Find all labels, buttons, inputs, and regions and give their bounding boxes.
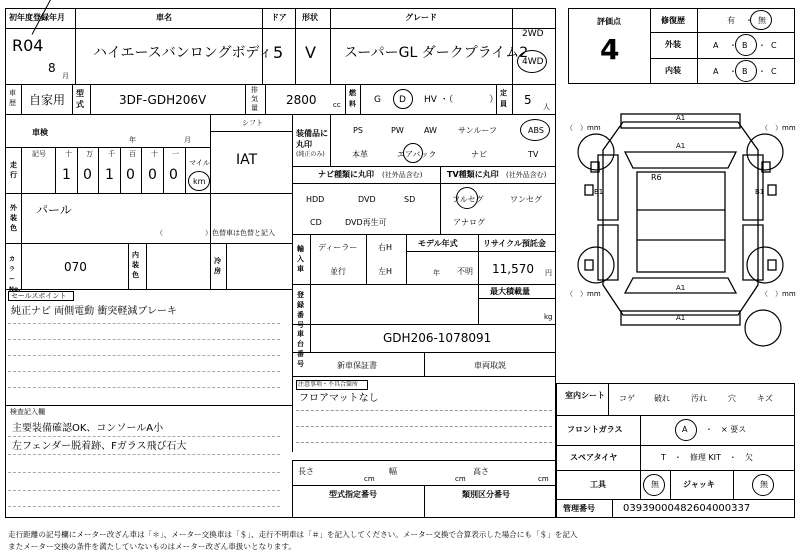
mileage-header-1: 十 bbox=[65, 150, 72, 158]
repair-none: 無 bbox=[758, 16, 766, 25]
shift-label: シフト bbox=[242, 119, 263, 127]
manual: 車両取説 bbox=[474, 361, 506, 370]
door-label: ドア bbox=[271, 13, 287, 22]
spare-tire-label: スペアタイヤ bbox=[570, 453, 618, 462]
mm-front-right: （ ）mm bbox=[761, 124, 796, 132]
inspector-line2: 左フェンダー脱着跡、Fガラス飛び石大 bbox=[12, 441, 187, 452]
mileage-header-6: 一 bbox=[172, 150, 179, 158]
repair-none-circle bbox=[750, 10, 772, 30]
score: 4 bbox=[600, 33, 620, 66]
inspection-year-unit: 年 bbox=[129, 136, 136, 144]
int-a: A bbox=[713, 67, 719, 76]
displacement: 2800 bbox=[286, 93, 317, 107]
recycle-amount: 11,570 bbox=[492, 262, 534, 276]
height-label: 高さ bbox=[473, 467, 489, 476]
model-year: 不明 bbox=[457, 267, 473, 276]
model-year-label: モデル年式 bbox=[418, 239, 458, 248]
equip-sunroof: サンルーフ bbox=[458, 126, 497, 135]
import-dealer: ディーラー bbox=[318, 243, 358, 252]
footer-line2: またメーター交換の条件を満たしていないものはメーター改ざん車扱いとなります。 bbox=[8, 542, 296, 551]
new-car-warranty: 新車保証書 bbox=[337, 361, 377, 370]
mgmt-no-label: 管理番号 bbox=[563, 504, 595, 513]
exterior-color: パール bbox=[36, 203, 72, 217]
grade: スーパーGL ダークプライム2 bbox=[344, 45, 529, 61]
color-note: （ ）色替車は色替と記入 bbox=[156, 229, 275, 237]
ext-b: B bbox=[742, 41, 748, 50]
notes-label: 注意事項・不具合箇所 bbox=[298, 381, 359, 388]
mileage-unit-mile: マイル bbox=[189, 159, 210, 167]
interior-color-label: 内装色 bbox=[132, 251, 139, 279]
equip-tv: TV bbox=[528, 150, 539, 159]
mileage-header-5: 十 bbox=[151, 150, 158, 158]
navi-dvd-play: DVD再生可 bbox=[345, 218, 387, 227]
notes: フロアマットなし bbox=[299, 393, 379, 404]
width-unit: cm bbox=[455, 475, 466, 483]
seat-tear: 破れ bbox=[654, 394, 670, 403]
damage-diagram bbox=[563, 100, 798, 370]
km-circle bbox=[188, 171, 210, 191]
body-shape: V bbox=[305, 43, 316, 62]
fuel-hv: HV ・（ ） bbox=[424, 95, 499, 105]
length-unit: cm bbox=[364, 475, 375, 483]
import-label: 輸入車 bbox=[297, 245, 304, 273]
abs-circle bbox=[520, 119, 550, 141]
score-label: 評価点 bbox=[597, 17, 621, 26]
equip-aw: AW bbox=[424, 126, 437, 135]
seat-label: 室内シート bbox=[565, 391, 605, 400]
seat-hole: 穴 bbox=[728, 394, 736, 403]
equip-pw: PW bbox=[391, 126, 404, 135]
capacity: 5 bbox=[524, 93, 532, 107]
ext-a: A bbox=[713, 41, 719, 50]
recycle-label: リサイクル預託金 bbox=[483, 239, 546, 248]
car-name-label: 車名 bbox=[156, 13, 172, 22]
mileage-header-3: 千 bbox=[108, 150, 115, 158]
recycle-unit: 円 bbox=[545, 269, 552, 277]
first-reg-label: 初年度登録年月 bbox=[9, 13, 65, 22]
mileage-header-0: 記号 bbox=[32, 150, 46, 158]
mm-rear-left: （ ）mm bbox=[566, 290, 601, 298]
airbag-circle bbox=[403, 143, 423, 163]
model-label: 型式 bbox=[76, 89, 84, 109]
diagram-a1-rear: A1 bbox=[676, 284, 686, 292]
capacity-label: 定員 bbox=[500, 89, 507, 108]
height-unit: cm bbox=[538, 475, 549, 483]
equip-airbag: エアバック bbox=[397, 150, 437, 159]
windshield-x: ・ × 要ス bbox=[705, 425, 747, 434]
color-label: 外装色 bbox=[10, 204, 17, 232]
mileage-digit-5: 0 bbox=[148, 167, 157, 183]
seat-dirt: 汚れ bbox=[691, 394, 707, 403]
repair-yes: 有 bbox=[727, 16, 735, 25]
seat-scratch: キズ bbox=[757, 394, 773, 403]
color-no-label: カラーNo. bbox=[9, 256, 21, 293]
inspector-label: 検査記入欄 bbox=[10, 408, 45, 416]
fuel-d: D bbox=[399, 95, 406, 105]
tools-label: 工具 bbox=[590, 480, 606, 489]
navi-sublabel: (社外品含む) bbox=[382, 171, 423, 179]
equip-abs: ABS bbox=[528, 126, 544, 135]
diagram-r6: R6 bbox=[651, 173, 662, 182]
door-count: 5 bbox=[273, 43, 284, 62]
capacity-unit: 人 bbox=[543, 103, 550, 111]
drive-4wd-circle bbox=[517, 50, 547, 73]
int-dot2: ・ bbox=[758, 67, 766, 76]
diagram-b1-right: B1 bbox=[755, 188, 765, 196]
windshield-a: A bbox=[682, 425, 688, 434]
navi-sd: SD bbox=[404, 195, 416, 204]
load-unit: kg bbox=[544, 313, 553, 321]
diagram-a1-hood: A1 bbox=[676, 142, 686, 150]
mm-front-left: （ ）mm bbox=[566, 124, 601, 132]
sales-point-text: 純正ナビ 両側電動 衝突軽減ブレーキ bbox=[11, 306, 177, 317]
width-label: 幅 bbox=[389, 467, 397, 476]
chassis-number: GDH206-1078091 bbox=[383, 331, 492, 345]
fuel-g: G bbox=[374, 95, 381, 105]
footer-line1: 走行距離の記号欄にメーター改ざん車は「＊」、メーター交換車は「＄」、走行不明車は「＃」を記入してください。メーター交換で合算表示した場合にも「＄」を記入 bbox=[8, 530, 578, 539]
import-parallel: 並行 bbox=[330, 267, 346, 276]
diagram-a1-front: A1 bbox=[676, 114, 686, 122]
inspection-label: 車検 bbox=[32, 128, 48, 137]
repair-history-label: 修復歴 bbox=[661, 16, 685, 25]
diagram-b1-left: B1 bbox=[594, 188, 604, 196]
model-year-unit: 年 bbox=[433, 269, 440, 277]
mileage-digit-6: 0 bbox=[169, 167, 178, 183]
condition-box bbox=[556, 383, 795, 518]
grade-label: グレード bbox=[405, 13, 437, 22]
tools-value: 無 bbox=[651, 480, 659, 489]
int-b-circle bbox=[735, 60, 757, 82]
cooler-label: 冷房 bbox=[214, 257, 221, 275]
fuel-d-circle bbox=[393, 89, 413, 109]
first-reg-year: R04 bbox=[12, 36, 44, 55]
inspector-line1: 主要装備確認OK、コンソールA小 bbox=[12, 423, 164, 434]
type-number-label: 型式指定番号 bbox=[329, 490, 377, 499]
exterior-grade-label: 外装 bbox=[665, 40, 681, 49]
navi-cd: CD bbox=[310, 218, 322, 227]
mileage-header-4: 百 bbox=[129, 150, 136, 158]
sales-point-label: セールスポイント bbox=[11, 292, 67, 300]
tv-fullseg: フルセグ bbox=[452, 195, 484, 204]
class-number-label: 類別区分番号 bbox=[462, 490, 510, 499]
ext-dot2: ・ bbox=[758, 41, 766, 50]
shape-label: 形状 bbox=[302, 13, 318, 22]
navi-hdd: HDD bbox=[306, 195, 325, 204]
jack-label: ジャッキ bbox=[683, 480, 715, 489]
cc-unit: cc bbox=[333, 101, 341, 109]
import-right-h: 右H bbox=[378, 243, 393, 252]
navi-dvd: DVD bbox=[358, 195, 376, 204]
spare-tire-options: T ・ 修理 KIT ・ 欠 bbox=[661, 453, 753, 462]
mgmt-no: 03939000482604000337 bbox=[623, 503, 751, 514]
equip-leather: 本革 bbox=[352, 150, 368, 159]
color-no: 070 bbox=[64, 260, 87, 274]
fuel-label: 燃料 bbox=[349, 89, 356, 108]
length-label: 長さ bbox=[298, 467, 314, 476]
drive-4wd: 4WD bbox=[522, 57, 544, 67]
mileage-digit-2: 0 bbox=[83, 167, 92, 183]
repair-dot: ・ bbox=[745, 16, 753, 25]
mm-rear-right: （ ）mm bbox=[761, 290, 796, 298]
fullseg-circle bbox=[456, 187, 478, 209]
equip-ps: PS bbox=[353, 126, 363, 135]
navi-label: ナビ種類に丸印 bbox=[318, 170, 374, 179]
jack-none-circle bbox=[752, 474, 774, 496]
ext-b-circle bbox=[735, 34, 757, 56]
mileage-unit-km: km bbox=[193, 177, 206, 186]
displacement-label: 排気量 bbox=[251, 86, 258, 112]
month-unit: 月 bbox=[62, 72, 69, 80]
inspection-month-unit: 月 bbox=[184, 136, 191, 144]
windshield-a-circle bbox=[675, 419, 697, 441]
mileage-header-2: 万 bbox=[86, 150, 93, 158]
ext-c: C bbox=[771, 41, 777, 50]
usage-category: 自家用 bbox=[29, 93, 66, 107]
first-reg-month: 8 bbox=[48, 61, 56, 75]
int-dot1: ・ bbox=[729, 67, 737, 76]
reg-no-label: 登録番号 bbox=[297, 291, 304, 329]
model-code: 3DF-GDH206V bbox=[119, 93, 207, 107]
drive-2wd: 2WD bbox=[522, 29, 544, 39]
diagram-a1-back: A1 bbox=[676, 314, 686, 322]
equipment-sublabel: (純正のみ) bbox=[296, 151, 325, 158]
load-label: 最大積載量 bbox=[490, 287, 530, 296]
car-name: ハイエースバンロングボディ bbox=[93, 45, 273, 61]
mileage-digit-4: 0 bbox=[126, 167, 135, 183]
mileage-digit-1: 1 bbox=[62, 167, 71, 183]
tv-analog: アナログ bbox=[453, 218, 485, 227]
jack-value: 無 bbox=[760, 480, 768, 489]
equip-navi: ナビ bbox=[471, 150, 487, 159]
seat-burn: コゲ bbox=[619, 394, 635, 403]
int-b: B bbox=[742, 67, 748, 76]
mileage-digit-3: 1 bbox=[105, 167, 114, 183]
windshield-label: フロントガラス bbox=[567, 425, 623, 434]
tv-oneseg: ワンセグ bbox=[510, 195, 542, 204]
chassis-label: 車台番号 bbox=[297, 330, 304, 368]
ext-dot1: ・ bbox=[729, 41, 737, 50]
interior-grade-label: 内装 bbox=[665, 66, 681, 75]
tv-sublabel: (社外品含む) bbox=[506, 171, 547, 179]
tv-label: TV種類に丸印 bbox=[447, 170, 499, 179]
import-left-h: 左H bbox=[378, 267, 393, 276]
category-label: 車歴 bbox=[9, 89, 16, 107]
equipment-label: 装備品に丸印 bbox=[296, 129, 328, 149]
int-c: C bbox=[771, 67, 777, 76]
mileage-label: 走行 bbox=[10, 161, 17, 179]
shift: IAT bbox=[236, 152, 258, 168]
tools-none-circle bbox=[643, 474, 665, 496]
